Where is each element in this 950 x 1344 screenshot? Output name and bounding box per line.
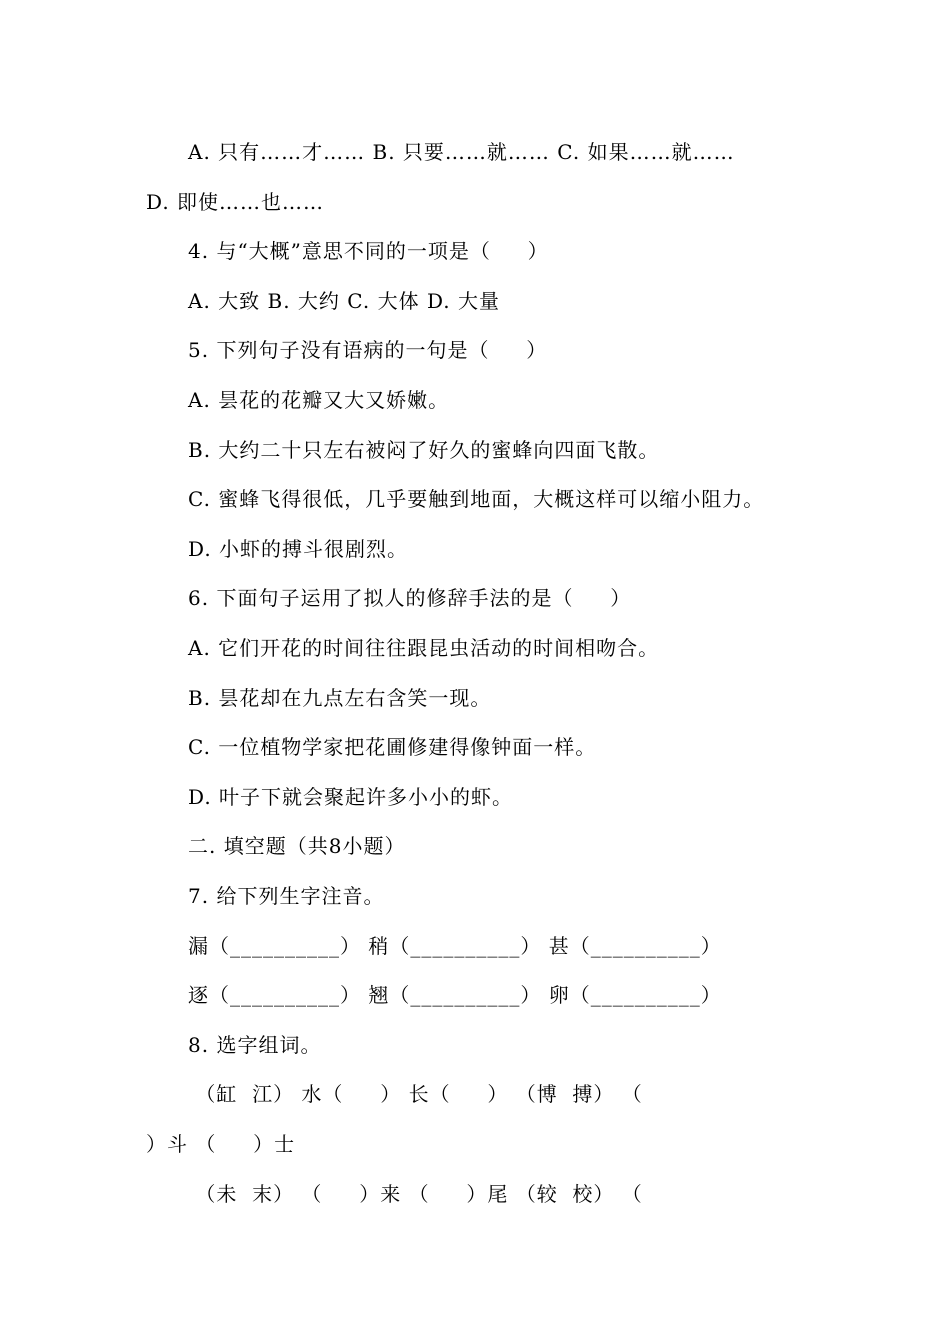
q5-option-b: B. 大约二十只左右被闷了好久的蜜蜂向四面飞散。: [188, 438, 660, 462]
q4-options: A. 大致 B. 大约 C. 大体 D. 大量: [188, 289, 500, 313]
q6-question: 6. 下面句子运用了拟人的修辞手法的是（ ）: [188, 586, 632, 610]
q7-question: 7. 给下列生字注音。: [188, 884, 385, 908]
q8-row-1-cont: ）斗 （ ）士: [146, 1132, 296, 1156]
q5-option-c: C. 蜜蜂飞得很低，几乎要触到地面，大概这样可以缩小阻力。: [188, 487, 765, 511]
q4-question: 4. 与“大概”意思不同的一项是（ ）: [188, 239, 549, 263]
q8-question: 8. 选字组词。: [188, 1033, 322, 1057]
q6-option-c: C. 一位植物学家把花圃修建得像钟面一样。: [188, 735, 597, 759]
q8-row-1: （缸 江） 水（ ） 长（ ） （博 搏） （: [188, 1082, 643, 1106]
q8-row-2: （未 末） （ ）来 （ ）尾 （较 校） （: [188, 1182, 643, 1206]
q5-question: 5. 下列句子没有语病的一句是（ ）: [188, 338, 548, 362]
q5-option-d: D. 小虾的搏斗很剧烈。: [188, 537, 409, 561]
q7-row-1: 漏（__________） 稍（__________） 甚（__________）: [188, 934, 722, 958]
q6-option-d: D. 叶子下就会聚起许多小小的虾。: [188, 785, 514, 809]
q3-option-d: D. 即使……也……: [146, 190, 325, 214]
q5-option-a: A. 昙花的花瓣又大又娇嫩。: [188, 388, 450, 412]
section-heading: 二. 填空题（共8小题）: [188, 834, 406, 858]
q7-row-2: 逐（__________） 翘（__________） 卵（__________）: [188, 983, 722, 1007]
q3-options-line: A. 只有……才…… B. 只要……就…… C. 如果……就……: [188, 140, 735, 164]
q6-option-a: A. 它们开花的时间往往跟昆虫活动的时间相吻合。: [188, 636, 660, 660]
q6-option-b: B. 昙花却在九点左右含笑一现。: [188, 686, 492, 710]
